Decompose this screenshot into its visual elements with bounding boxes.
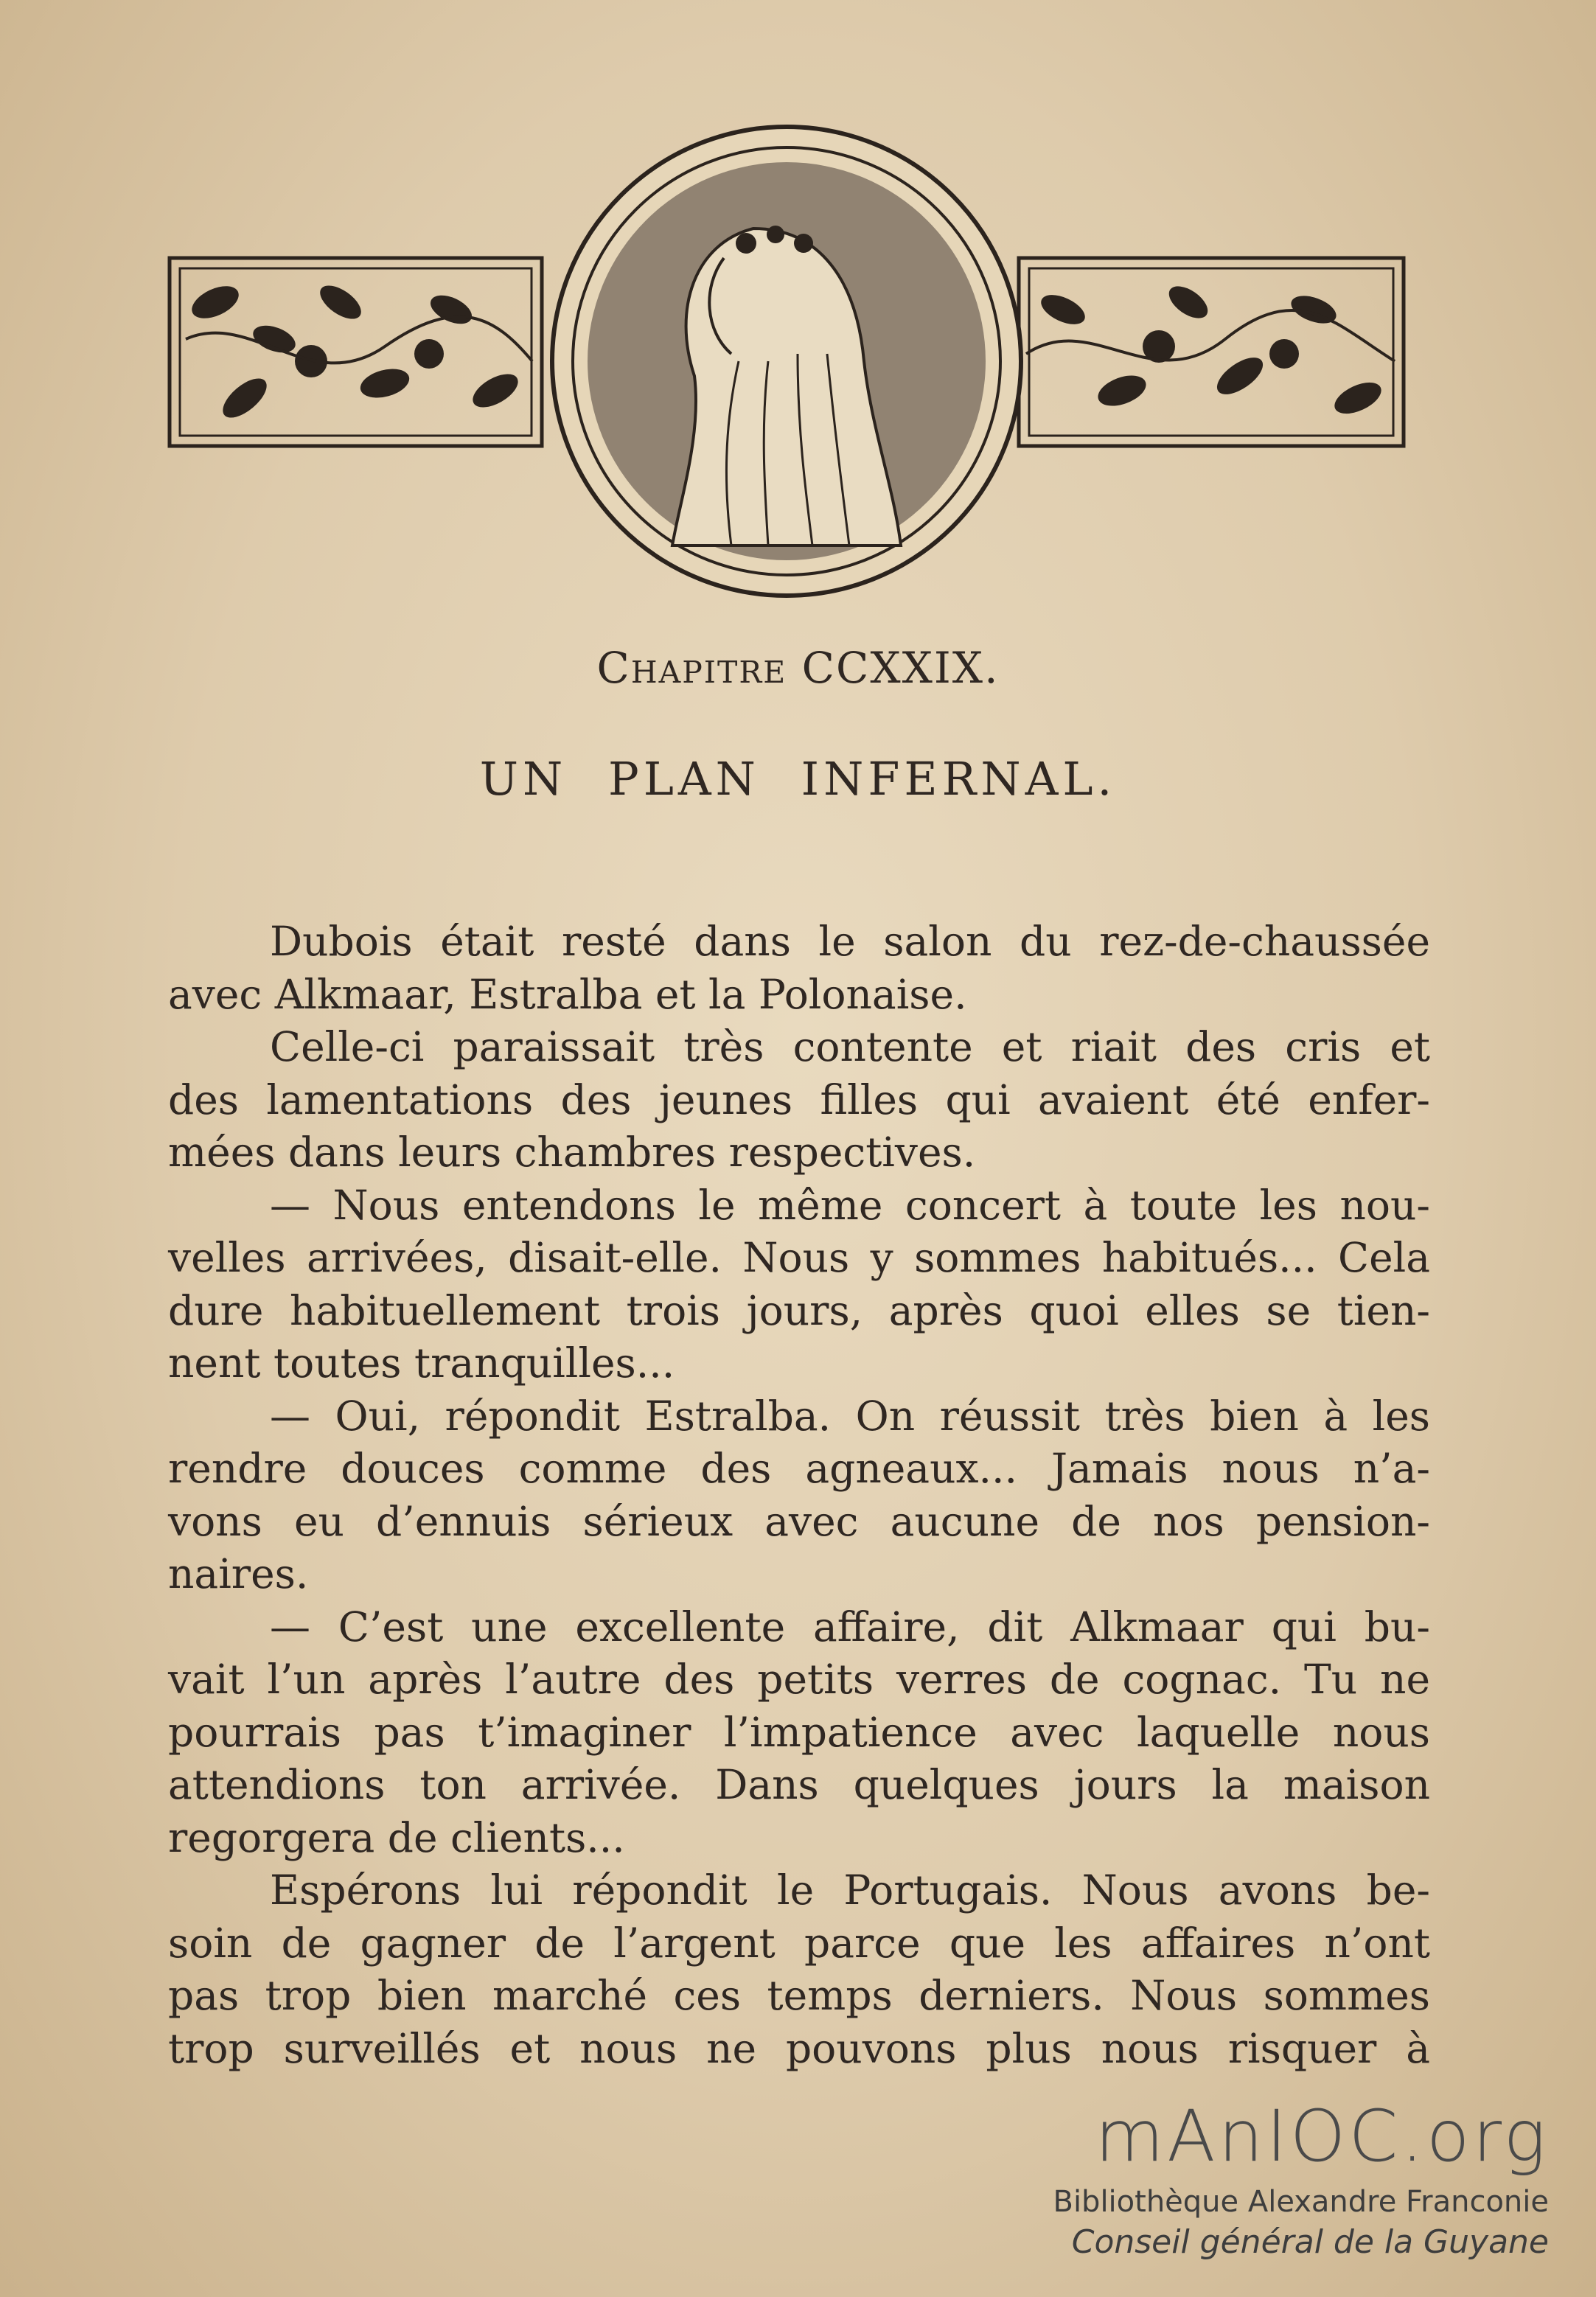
text-line: dure habituellement trois jours, après quoi elles se tien-: [168, 1286, 1430, 1334]
text-line: nent toutes tranquilles...: [168, 1339, 675, 1387]
text-line: attendions ton arrivée. Dans quelques jours la maison: [168, 1761, 1430, 1808]
text-line: naires.: [168, 1550, 309, 1597]
chapter-number: CCXXIX.: [801, 643, 1000, 693]
text-line: soin de gagner de l’argent parce que les affaires n’ont: [168, 1919, 1430, 1967]
text-line: Dubois était resté dans le salon du rez-de-chaussée: [270, 918, 1430, 965]
right-floral-band: [1019, 258, 1404, 446]
header-ornament: [164, 118, 1409, 604]
text-line: vait l’un après l’autre des petits verres de cognac. Tu ne: [168, 1656, 1430, 1703]
text-line: Espérons lui répondit le Portugais. Nous avons be-: [270, 1866, 1430, 1914]
portrait-medallion: [552, 127, 1021, 596]
body-text: [168, 916, 1430, 2075]
manioc-logo: [989, 2095, 1549, 2261]
text-line: — Nous entendons le même concert à toute les nou-: [270, 1181, 1430, 1229]
text-line: trop surveillés et nous ne pouvons plus nous risquer à: [168, 2024, 1430, 2072]
text-line: pourrais pas t’imaginer l’impatience avec laquelle nous: [168, 1708, 1430, 1756]
text-line: — C’est une excellente affaire, dit Alkmaar qui bu-: [270, 1603, 1430, 1651]
text-line: regorgera de clients...: [168, 1813, 625, 1861]
text-line: Celle-ci paraissait très contente et riait des cris et: [270, 1023, 1430, 1070]
text-line: vons eu d’ennuis sérieux avec aucune de nos pension-: [168, 1497, 1430, 1545]
manioc-brand: mAnIOC.org: [1095, 2095, 1549, 2178]
text-line: velles arrivées, disait-elle. Nous y sommes habitués... Cela: [168, 1234, 1430, 1281]
left-floral-band: [170, 258, 542, 446]
text-line: mées dans leurs chambres respectives.: [168, 1129, 976, 1176]
text-line: avec Alkmaar, Estralba et la Polonaise.: [168, 970, 967, 1018]
chapter-title: UN PLAN INFERNAL.: [479, 752, 1117, 806]
text-line: pas trop bien marché ces temps derniers. Nous sommes: [168, 1972, 1430, 2019]
chapter-heading: [0, 643, 1596, 693]
council-name: Conseil général de la Guyane: [1071, 2223, 1549, 2261]
library-name: Bibliothèque Alexandre Franconie: [1053, 2185, 1549, 2219]
chapter-prefix: Chapitre: [596, 643, 787, 693]
text-line: rendre douces comme des agneaux... Jamais nous n’a-: [168, 1445, 1430, 1492]
text-line: des lamentations des jeunes filles qui avaient été enfer-: [168, 1076, 1430, 1123]
text-line: — Oui, répondit Estralba. On réussit très bien à les: [270, 1392, 1430, 1440]
